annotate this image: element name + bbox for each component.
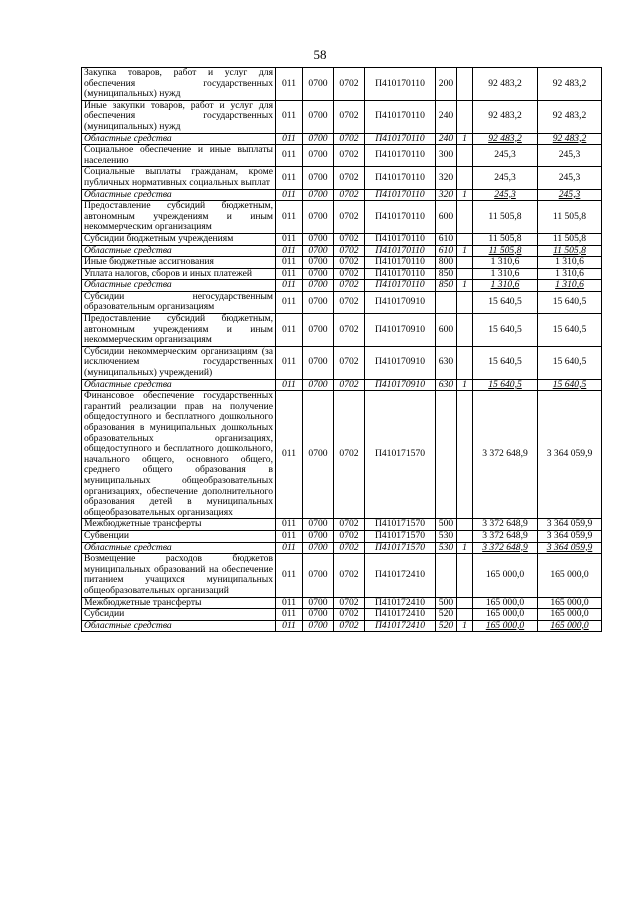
row-gr-cell: 011: [276, 597, 303, 609]
row-rz-cell: 0700: [303, 314, 334, 347]
row-sum-2025-cell: 11 505,8: [538, 201, 602, 234]
row-name-cell: Финансовое обеспечение государственных гарантий реализации прав на получение общедоступного и бесплатного дошкольного образования в муниципальных дошкольных образовательных организациях, общедоступного и бесплатного дошкольного, начального общего, основного общего, среднего общего образования в муниципальных общеобразовательных организациях, обеспечение дополнительного образования детей в муниципальных общеобразовательных организациях: [82, 391, 276, 519]
row-name-cell: Субвенции: [82, 530, 276, 542]
row-vr-cell: 850: [436, 268, 457, 280]
row-rz-cell: 0700: [303, 268, 334, 280]
row-csr-cell: П410170910: [365, 291, 436, 313]
row-source-cell: [457, 68, 473, 101]
row-pr-cell: 0702: [334, 68, 365, 101]
row-pr-cell: 0702: [334, 597, 365, 609]
row-pr-cell: 0702: [334, 245, 365, 257]
row-pr-cell: 0702: [334, 280, 365, 292]
row-rz-cell: 0700: [303, 609, 334, 621]
row-source-cell: [457, 233, 473, 245]
row-sum-2025-cell: 15 640,5: [538, 291, 602, 313]
row-source-cell: [457, 391, 473, 519]
table-row: [82, 379, 602, 391]
row-gr-cell: 011: [276, 201, 303, 234]
row-pr-cell: 0702: [334, 167, 365, 189]
row-csr-cell: П410170110: [365, 189, 436, 201]
row-gr-cell: 011: [276, 291, 303, 313]
row-vr-cell: 240: [436, 100, 457, 133]
row-vr-cell: 300: [436, 145, 457, 167]
row-source-cell: [457, 100, 473, 133]
row-sum-2024-cell: 165 000,0: [473, 609, 538, 621]
row-name-cell: Иные закупки товаров, работ и услуг для обеспечения государственных (муниципальных) нужд: [82, 100, 276, 133]
row-source-cell: [457, 597, 473, 609]
row-vr-cell: 530: [436, 542, 457, 554]
row-vr-cell: 630: [436, 346, 457, 379]
row-csr-cell: П410170110: [365, 233, 436, 245]
row-pr-cell: 0702: [334, 379, 365, 391]
row-rz-cell: 0700: [303, 201, 334, 234]
row-gr-cell: 011: [276, 133, 303, 145]
row-rz-cell: 0700: [303, 167, 334, 189]
row-name-cell: Уплата налогов, сборов и иных платежей: [82, 268, 276, 280]
row-pr-cell: 0702: [334, 133, 365, 145]
table-row: [82, 189, 602, 201]
row-source-cell: [457, 346, 473, 379]
row-name-cell: Субсидии бюджетным учреждениям: [82, 233, 276, 245]
row-vr-cell: 800: [436, 257, 457, 269]
row-sum-2025-cell: 165 000,0: [538, 597, 602, 609]
row-vr-cell: 520: [436, 620, 457, 632]
row-sum-2024-cell: 245,3: [473, 145, 538, 167]
row-source-cell: 1: [457, 189, 473, 201]
row-source-cell: [457, 145, 473, 167]
row-sum-2025-cell: 3 364 059,9: [538, 542, 602, 554]
row-sum-2025-cell: 245,3: [538, 189, 602, 201]
row-name-cell: Областные средства: [82, 245, 276, 257]
row-vr-cell: 600: [436, 314, 457, 347]
row-vr-cell: 500: [436, 597, 457, 609]
row-csr-cell: П410170110: [365, 133, 436, 145]
row-source-cell: 1: [457, 280, 473, 292]
row-sum-2024-cell: 1 310,6: [473, 268, 538, 280]
row-vr-cell: [436, 554, 457, 597]
row-source-cell: [457, 530, 473, 542]
row-sum-2025-cell: 165 000,0: [538, 609, 602, 621]
row-sum-2025-cell: 1 310,6: [538, 257, 602, 269]
row-csr-cell: П410170910: [365, 314, 436, 347]
table-row: [82, 245, 602, 257]
row-rz-cell: 0700: [303, 257, 334, 269]
row-source-cell: [457, 314, 473, 347]
row-name-cell: Социальные выплаты гражданам, кроме публичных нормативных социальных выплат: [82, 167, 276, 189]
row-csr-cell: П410172410: [365, 609, 436, 621]
row-sum-2025-cell: 15 640,5: [538, 314, 602, 347]
row-sum-2025-cell: 15 640,5: [538, 346, 602, 379]
table-row: [82, 542, 602, 554]
table-row: [82, 314, 602, 347]
row-name-cell: Областные средства: [82, 133, 276, 145]
row-source-cell: [457, 609, 473, 621]
row-rz-cell: 0700: [303, 391, 334, 519]
row-sum-2024-cell: 1 310,6: [473, 280, 538, 292]
row-name-cell: Предоставление субсидий бюджетным, автономным учреждениям и иным некоммерческим организациям: [82, 314, 276, 347]
row-pr-cell: 0702: [334, 314, 365, 347]
table-body: [82, 68, 602, 632]
row-sum-2025-cell: 165 000,0: [538, 620, 602, 632]
row-sum-2025-cell: 3 364 059,9: [538, 530, 602, 542]
row-rz-cell: 0700: [303, 379, 334, 391]
row-gr-cell: 011: [276, 346, 303, 379]
row-pr-cell: 0702: [334, 100, 365, 133]
row-sum-2025-cell: 11 505,8: [538, 245, 602, 257]
row-name-cell: Межбюджетные трансферты: [82, 519, 276, 531]
page-number: 58: [313, 47, 327, 62]
row-pr-cell: 0702: [334, 268, 365, 280]
row-sum-2025-cell: 1 310,6: [538, 280, 602, 292]
row-csr-cell: П410170110: [365, 167, 436, 189]
row-gr-cell: 011: [276, 530, 303, 542]
row-sum-2024-cell: 3 372 648,9: [473, 391, 538, 519]
row-sum-2025-cell: 11 505,8: [538, 233, 602, 245]
table-row: [82, 291, 602, 313]
row-sum-2024-cell: 3 372 648,9: [473, 519, 538, 531]
row-gr-cell: 011: [276, 542, 303, 554]
row-vr-cell: 630: [436, 379, 457, 391]
row-gr-cell: 011: [276, 391, 303, 519]
row-vr-cell: 530: [436, 530, 457, 542]
row-gr-cell: 011: [276, 268, 303, 280]
row-name-cell: Социальное обеспечение и иные выплаты населению: [82, 145, 276, 167]
row-rz-cell: 0700: [303, 100, 334, 133]
row-csr-cell: П410171570: [365, 530, 436, 542]
row-gr-cell: 011: [276, 245, 303, 257]
table-row: [82, 233, 602, 245]
row-sum-2025-cell: 3 364 059,9: [538, 519, 602, 531]
row-sum-2025-cell: 92 483,2: [538, 100, 602, 133]
row-gr-cell: 011: [276, 280, 303, 292]
row-vr-cell: 520: [436, 609, 457, 621]
table-row: [82, 167, 602, 189]
row-name-cell: Закупка товаров, работ и услуг для обеспечения государственных (муниципальных) нужд: [82, 68, 276, 101]
row-sum-2024-cell: 1 310,6: [473, 257, 538, 269]
row-vr-cell: 320: [436, 189, 457, 201]
row-vr-cell: [436, 291, 457, 313]
table-row: [82, 554, 602, 597]
row-pr-cell: 0702: [334, 542, 365, 554]
row-sum-2025-cell: 245,3: [538, 145, 602, 167]
row-sum-2024-cell: 3 372 648,9: [473, 530, 538, 542]
row-sum-2025-cell: 165 000,0: [538, 554, 602, 597]
row-pr-cell: 0702: [334, 233, 365, 245]
row-rz-cell: 0700: [303, 68, 334, 101]
row-sum-2025-cell: 92 483,2: [538, 133, 602, 145]
table-row: [82, 346, 602, 379]
row-vr-cell: 610: [436, 245, 457, 257]
table-row: [82, 391, 602, 519]
row-rz-cell: 0700: [303, 530, 334, 542]
row-csr-cell: П410171570: [365, 542, 436, 554]
row-rz-cell: 0700: [303, 542, 334, 554]
row-csr-cell: П410170110: [365, 68, 436, 101]
row-name-cell: Областные средства: [82, 379, 276, 391]
row-source-cell: 1: [457, 133, 473, 145]
row-name-cell: Возмещение расходов бюджетов муниципальных образований на обеспечение питанием учащихся муниципальных общеобразовательных организаций: [82, 554, 276, 597]
row-sum-2024-cell: 15 640,5: [473, 379, 538, 391]
row-csr-cell: П410171570: [365, 391, 436, 519]
budget-table: [81, 67, 602, 632]
row-source-cell: [457, 291, 473, 313]
row-name-cell: Предоставление субсидий бюджетным, автономным учреждениям и иным некоммерческим организациям: [82, 201, 276, 234]
row-gr-cell: 011: [276, 257, 303, 269]
row-name-cell: Областные средства: [82, 542, 276, 554]
row-sum-2025-cell: 1 310,6: [538, 268, 602, 280]
row-sum-2025-cell: 15 640,5: [538, 379, 602, 391]
row-gr-cell: 011: [276, 189, 303, 201]
row-pr-cell: 0702: [334, 554, 365, 597]
row-source-cell: 1: [457, 245, 473, 257]
row-source-cell: 1: [457, 379, 473, 391]
row-gr-cell: 011: [276, 519, 303, 531]
row-name-cell: Субсидии: [82, 609, 276, 621]
row-vr-cell: 610: [436, 233, 457, 245]
row-pr-cell: 0702: [334, 519, 365, 531]
row-sum-2024-cell: 11 505,8: [473, 201, 538, 234]
row-source-cell: [457, 554, 473, 597]
row-sum-2024-cell: 165 000,0: [473, 597, 538, 609]
row-gr-cell: 011: [276, 379, 303, 391]
row-sum-2024-cell: 245,3: [473, 167, 538, 189]
row-pr-cell: 0702: [334, 620, 365, 632]
table-row: [82, 201, 602, 234]
row-csr-cell: П410170110: [365, 201, 436, 234]
row-sum-2025-cell: 245,3: [538, 167, 602, 189]
row-pr-cell: 0702: [334, 291, 365, 313]
row-sum-2024-cell: 15 640,5: [473, 346, 538, 379]
table-row: [82, 519, 602, 531]
row-source-cell: [457, 257, 473, 269]
row-name-cell: Субсидии негосударственным образовательным организациям: [82, 291, 276, 313]
row-gr-cell: 011: [276, 167, 303, 189]
table-row: [82, 280, 602, 292]
row-name-cell: Областные средства: [82, 189, 276, 201]
row-pr-cell: 0702: [334, 201, 365, 234]
row-sum-2024-cell: 165 000,0: [473, 620, 538, 632]
row-rz-cell: 0700: [303, 291, 334, 313]
row-source-cell: [457, 201, 473, 234]
row-rz-cell: 0700: [303, 280, 334, 292]
row-rz-cell: 0700: [303, 620, 334, 632]
row-rz-cell: 0700: [303, 245, 334, 257]
row-vr-cell: [436, 391, 457, 519]
row-vr-cell: 850: [436, 280, 457, 292]
row-csr-cell: П410170110: [365, 145, 436, 167]
row-vr-cell: 500: [436, 519, 457, 531]
row-csr-cell: П410170110: [365, 100, 436, 133]
row-sum-2025-cell: 3 364 059,9: [538, 391, 602, 519]
row-sum-2024-cell: 15 640,5: [473, 291, 538, 313]
row-sum-2024-cell: 92 483,2: [473, 133, 538, 145]
table-row: [82, 68, 602, 101]
row-csr-cell: П410172410: [365, 554, 436, 597]
row-name-cell: Иные бюджетные ассигнования: [82, 257, 276, 269]
row-rz-cell: 0700: [303, 133, 334, 145]
row-sum-2024-cell: 11 505,8: [473, 233, 538, 245]
table-row: [82, 145, 602, 167]
row-csr-cell: П410170110: [365, 257, 436, 269]
table-row: [82, 597, 602, 609]
row-pr-cell: 0702: [334, 530, 365, 542]
row-gr-cell: 011: [276, 145, 303, 167]
row-rz-cell: 0700: [303, 233, 334, 245]
row-source-cell: [457, 167, 473, 189]
row-name-cell: Межбюджетные трансферты: [82, 597, 276, 609]
table-row: [82, 620, 602, 632]
row-gr-cell: 011: [276, 554, 303, 597]
row-sum-2024-cell: 92 483,2: [473, 100, 538, 133]
row-sum-2024-cell: 3 372 648,9: [473, 542, 538, 554]
row-csr-cell: П410172410: [365, 597, 436, 609]
row-csr-cell: П410170110: [365, 268, 436, 280]
row-csr-cell: П410170910: [365, 346, 436, 379]
row-vr-cell: 240: [436, 133, 457, 145]
table-row: [82, 609, 602, 621]
row-gr-cell: 011: [276, 68, 303, 101]
row-rz-cell: 0700: [303, 346, 334, 379]
row-sum-2024-cell: 11 505,8: [473, 245, 538, 257]
row-rz-cell: 0700: [303, 554, 334, 597]
row-pr-cell: 0702: [334, 609, 365, 621]
row-source-cell: [457, 268, 473, 280]
table-row: [82, 257, 602, 269]
row-gr-cell: 011: [276, 100, 303, 133]
row-sum-2024-cell: 245,3: [473, 189, 538, 201]
row-csr-cell: П410170910: [365, 379, 436, 391]
row-vr-cell: 600: [436, 201, 457, 234]
row-pr-cell: 0702: [334, 145, 365, 167]
row-gr-cell: 011: [276, 233, 303, 245]
row-gr-cell: 011: [276, 314, 303, 347]
row-rz-cell: 0700: [303, 597, 334, 609]
row-rz-cell: 0700: [303, 189, 334, 201]
row-source-cell: 1: [457, 542, 473, 554]
row-sum-2024-cell: 15 640,5: [473, 314, 538, 347]
row-source-cell: 1: [457, 620, 473, 632]
table-row: [82, 133, 602, 145]
row-pr-cell: 0702: [334, 391, 365, 519]
row-gr-cell: 011: [276, 620, 303, 632]
row-vr-cell: 200: [436, 68, 457, 101]
table-row: [82, 100, 602, 133]
row-source-cell: [457, 519, 473, 531]
row-sum-2025-cell: 92 483,2: [538, 68, 602, 101]
row-rz-cell: 0700: [303, 145, 334, 167]
table-row: [82, 530, 602, 542]
table-row: [82, 268, 602, 280]
row-vr-cell: 320: [436, 167, 457, 189]
row-sum-2024-cell: 92 483,2: [473, 68, 538, 101]
row-rz-cell: 0700: [303, 519, 334, 531]
row-pr-cell: 0702: [334, 257, 365, 269]
row-pr-cell: 0702: [334, 189, 365, 201]
row-csr-cell: П410170110: [365, 245, 436, 257]
row-gr-cell: 011: [276, 609, 303, 621]
row-csr-cell: П410170110: [365, 280, 436, 292]
row-pr-cell: 0702: [334, 346, 365, 379]
row-name-cell: Областные средства: [82, 280, 276, 292]
row-csr-cell: П410171570: [365, 519, 436, 531]
row-name-cell: Областные средства: [82, 620, 276, 632]
row-name-cell: Субсидии некоммерческим организациям (за исключением государственных (муниципальных) учреждений): [82, 346, 276, 379]
row-csr-cell: П410172410: [365, 620, 436, 632]
row-sum-2024-cell: 165 000,0: [473, 554, 538, 597]
